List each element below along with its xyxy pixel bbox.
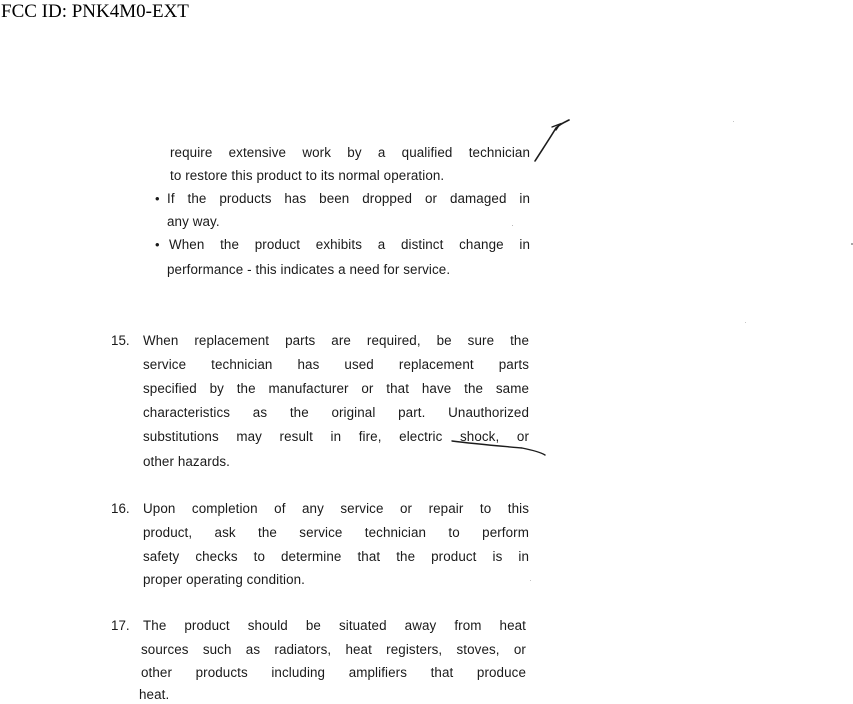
item-17-line-2: sources such as radiators, heat registers, stoves, or	[141, 642, 526, 657]
continuation-line-1: require extensive work by a qualified technician	[170, 145, 530, 160]
fcc-id-header: FCC ID: PNK4M0-EXT	[1, 1, 189, 22]
continuation-line-2: to restore this product to its normal operation.	[170, 168, 445, 183]
scan-speck	[530, 580, 531, 581]
bullet-1-line-2: any way.	[167, 214, 220, 229]
item-16-line-3: safety checks to determine that the product is in	[143, 549, 529, 564]
bullet-2-line-1: When the product exhibits a distinct change in	[169, 237, 530, 252]
bullet-marker: •	[155, 191, 160, 206]
item-16-line-4: proper operating condition.	[143, 572, 306, 587]
item-16-line-2: product, ask the service technician to perform	[143, 525, 529, 540]
item-number: 16.	[111, 501, 130, 516]
bullet-1-line-1: If the products has been dropped or damaged in	[167, 191, 530, 206]
item-15-line-2: service technician has used replacement parts	[143, 357, 529, 372]
item-15-line-4: characteristics as the original part. Unauthorized	[143, 405, 529, 420]
item-17-line-3: other products including amplifiers that produce	[141, 665, 526, 680]
item-15-line-6: other hazards.	[143, 454, 231, 469]
item-number: 17.	[111, 618, 130, 633]
pen-stroke-top-right	[535, 120, 569, 161]
item-17-line-1: The product should be situated away from heat	[143, 618, 526, 633]
scan-speck	[733, 121, 734, 122]
pen-stroke-top-right-tick	[552, 124, 560, 130]
item-15-line-3: specified by the manufacturer or that have the same	[143, 381, 529, 396]
item-number: 15.	[111, 333, 130, 348]
item-17-line-4: heat.	[139, 687, 170, 702]
bullet-marker: •	[155, 237, 160, 252]
item-15-line-5: substitutions may result in fire, electric shock, or	[143, 429, 529, 444]
item-16-line-1: Upon completion of any service or repair to this	[143, 501, 529, 516]
item-15-line-1: When replacement parts are required, be sure the	[143, 333, 529, 348]
bullet-2-line-2: performance - this indicates a need for service.	[167, 262, 451, 277]
scan-speck	[745, 322, 746, 323]
scan-speck	[512, 225, 513, 226]
